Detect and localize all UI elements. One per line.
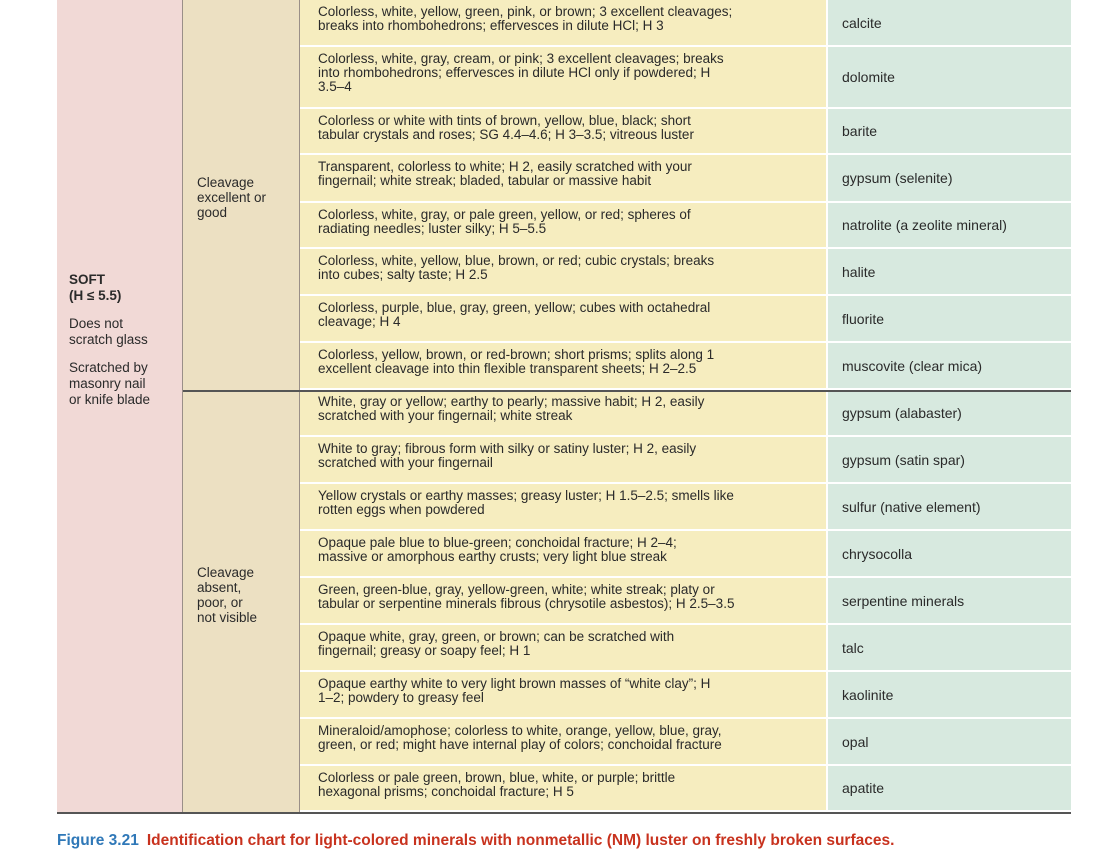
description-line: Opaque white, gray, green, or brown; can be scratched with xyxy=(318,629,675,644)
description-line: fingernail; white streak; bladed, tabular or massive habit xyxy=(318,173,652,188)
mineral-name: talc xyxy=(828,625,1071,672)
description-line: 3.5–4 xyxy=(318,79,352,94)
figure-number: Figure 3.21 xyxy=(57,832,139,849)
cleavage-label-line: Cleavage xyxy=(197,565,255,580)
mineral-row xyxy=(300,625,1071,672)
mineral-description xyxy=(300,625,826,672)
mineral-row xyxy=(300,249,1071,296)
cleavage-label-line: excellent or xyxy=(197,190,267,205)
description-line: Colorless, purple, blue, gray, green, yellow; cubes with octahedral xyxy=(318,300,711,315)
mineral-description xyxy=(300,578,826,625)
figure-caption xyxy=(57,832,894,850)
mineral-name: barite xyxy=(828,109,1071,155)
description-line: White, gray or yellow; earthy to pearly; massive habit; H 2, easily xyxy=(318,394,705,409)
mineral-description xyxy=(300,109,826,155)
description-line: fingernail; greasy or soapy feel; H 1 xyxy=(318,643,531,658)
mineral-identification-chart xyxy=(57,0,1071,814)
mineral-name: fluorite xyxy=(828,296,1071,343)
cleavage-label-line: good xyxy=(197,205,228,220)
mineral-description xyxy=(300,203,826,249)
cleavage-group-good xyxy=(183,0,300,390)
mineral-row xyxy=(300,296,1071,343)
description-line: excellent cleavage into thin flexible transparent sheets; H 2–2.5 xyxy=(318,361,697,376)
mineral-row xyxy=(300,437,1071,484)
cleavage-divider xyxy=(183,390,1071,392)
description-line: Opaque earthy white to very light brown masses of “white clay”; H xyxy=(318,676,711,691)
description-line: Colorless or white with tints of brown, yellow, blue, black; short xyxy=(318,113,691,128)
description-line: Colorless, yellow, brown, or red-brown; short prisms; splits along 1 xyxy=(318,347,715,362)
description-line: Green, green-blue, gray, yellow-green, white; white streak; platy or xyxy=(318,582,715,597)
description-line: Yellow crystals or earthy masses; greasy luster; H 1.5–2.5; smells like xyxy=(318,488,734,503)
hardness-note-5: or knife blade xyxy=(69,392,151,407)
mineral-row xyxy=(300,578,1071,625)
description-line: tabular or serpentine minerals fibrous (chrysotile asbestos); H 2.5–3.5 xyxy=(318,596,735,611)
mineral-description xyxy=(300,719,826,766)
cleavage-label-line: Cleavage xyxy=(197,175,255,190)
mineral-row xyxy=(300,155,1071,203)
description-line: hexagonal prisms; conchoidal fracture; H 5 xyxy=(318,784,574,799)
mineral-description xyxy=(300,47,826,109)
description-line: Colorless, white, yellow, green, pink, or brown; 3 excellent cleavages; xyxy=(318,4,733,19)
mineral-row xyxy=(300,719,1071,766)
description-line: breaks into rhombohedrons; effervesces in dilute HCl; H 3 xyxy=(318,18,664,33)
hardness-title: SOFT xyxy=(69,272,105,287)
mineral-description xyxy=(300,0,826,47)
mineral-name: gypsum (alabaster) xyxy=(828,390,1071,437)
mineral-row xyxy=(300,343,1071,390)
description-line: Colorless, white, gray, cream, or pink; 3 excellent cleavages; breaks xyxy=(318,51,724,66)
cleavage-label-line: not visible xyxy=(197,610,258,625)
description-line: Colorless, white, yellow, blue, brown, or red; cubic crystals; breaks xyxy=(318,253,715,268)
mineral-name: dolomite xyxy=(828,47,1071,109)
description-line: massive or amorphous earthy crusts; very light blue streak xyxy=(318,549,667,564)
description-line: scratched with your fingernail xyxy=(318,455,493,470)
caption-text: Identification chart for light-colored minerals with nonmetallic (NM) luster on freshly broken surfaces. xyxy=(146,832,895,849)
description-line: into cubes; salty taste; H 2.5 xyxy=(318,267,488,282)
mineral-row xyxy=(300,0,1071,47)
description-line: rotten eggs when powdered xyxy=(318,502,485,517)
mineral-name: serpentine minerals xyxy=(828,578,1071,625)
mineral-name: chrysocolla xyxy=(828,531,1071,578)
description-line: Opaque pale blue to blue-green; conchoidal fracture; H 2–4; xyxy=(318,535,677,550)
mineral-description xyxy=(300,155,826,203)
description-line: tabular crystals and roses; SG 4.4–4.6; H 3–3.5; vitreous luster xyxy=(318,127,694,142)
mineral-name: natrolite (a zeolite mineral) xyxy=(828,203,1071,249)
hardness-column xyxy=(57,0,183,812)
hardness-range: (H ≤ 5.5) xyxy=(69,288,122,303)
mineral-description xyxy=(300,390,826,437)
description-line: Mineraloid/amophose; colorless to white, orange, yellow, blue, gray, xyxy=(318,723,722,738)
description-line: Transparent, colorless to white; H 2, easily scratched with your xyxy=(318,159,692,174)
mineral-description xyxy=(300,343,826,390)
mineral-description xyxy=(300,766,826,812)
mineral-row xyxy=(300,47,1071,109)
mineral-row xyxy=(300,672,1071,719)
mineral-name: kaolinite xyxy=(828,672,1071,719)
hardness-note-2: scratch glass xyxy=(69,332,148,347)
cleavage-group-poor xyxy=(183,390,300,812)
cleavage-label-good xyxy=(197,175,266,220)
mineral-name: sulfur (native element) xyxy=(828,484,1071,531)
description-line: Colorless, white, gray, or pale green, yellow, or red; spheres of xyxy=(318,207,691,222)
hardness-note-1: Does not xyxy=(69,316,124,331)
mineral-name: opal xyxy=(828,719,1071,766)
description-line: Colorless or pale green, brown, blue, white, or purple; brittle xyxy=(318,770,676,785)
mineral-description xyxy=(300,296,826,343)
mineral-row xyxy=(300,531,1071,578)
mineral-row xyxy=(300,766,1071,812)
description-line: into rhombohedrons; effervesces in dilute HCl only if powdered; H xyxy=(318,65,711,80)
mineral-name: gypsum (satin spar) xyxy=(828,437,1071,484)
cleavage-label-line: absent, xyxy=(197,580,242,595)
mineral-name: apatite xyxy=(828,766,1071,812)
mineral-description xyxy=(300,484,826,531)
hardness-label xyxy=(69,272,150,408)
hardness-note-4: masonry nail xyxy=(69,376,146,391)
mineral-row xyxy=(300,484,1071,531)
mineral-row xyxy=(300,390,1071,437)
mineral-description xyxy=(300,531,826,578)
description-line: White to gray; fibrous form with silky or satiny luster; H 2, easily xyxy=(318,441,697,456)
mineral-name: halite xyxy=(828,249,1071,296)
description-line: 1–2; powdery to greasy feel xyxy=(318,690,484,705)
mineral-row xyxy=(300,203,1071,249)
mineral-description xyxy=(300,672,826,719)
description-line: cleavage; H 4 xyxy=(318,314,401,329)
mineral-description xyxy=(300,437,826,484)
mineral-name: muscovite (clear mica) xyxy=(828,343,1071,390)
description-line: radiating needles; luster silky; H 5–5.5 xyxy=(318,221,547,236)
description-line: scratched with your fingernail; white streak xyxy=(318,408,573,423)
mineral-name: calcite xyxy=(828,0,1071,47)
description-line: green, or red; might have internal play of colors; conchoidal fracture xyxy=(318,737,722,752)
mineral-row xyxy=(300,109,1071,155)
cleavage-label-poor xyxy=(197,565,257,625)
mineral-name: gypsum (selenite) xyxy=(828,155,1071,203)
cleavage-label-line: poor, or xyxy=(197,595,243,610)
hardness-note-3: Scratched by xyxy=(69,360,148,375)
mineral-description xyxy=(300,249,826,296)
